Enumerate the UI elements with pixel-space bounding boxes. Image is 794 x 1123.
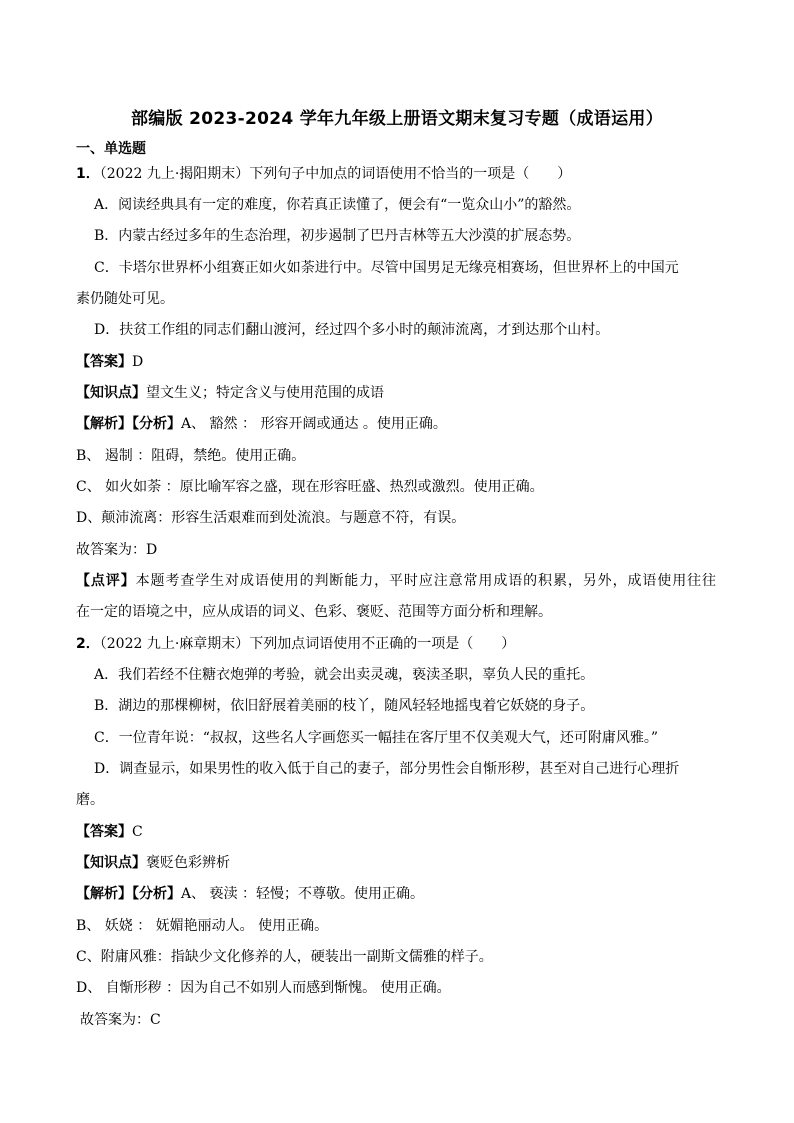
option-c: C．卡塔尔世界杯小组赛正如火如荼进行中。尽管中国男足无缘亮相赛场，但世界杯上的中国元 [94, 260, 679, 276]
knowledge-point-tag: 【知识点】 [76, 385, 146, 401]
option-c: C．一位青年说：“叔叔，这些名人字画您买一幅挂在客厅里不仅美观大气，还可附庸风雅。” [94, 730, 659, 746]
answer-line [76, 352, 726, 372]
section-heading: 一、单选题 [76, 141, 146, 157]
option-c-continued: 素仍随处可见。 [76, 291, 174, 307]
comment-text: 本题考查学生对成语使用的判断能力，平时应注意常用成语的积累，另外，成语使用往往 [135, 573, 717, 589]
answer-value: D [132, 354, 144, 370]
analysis-b: B、 遏制 ：阻碍，禁绝。使用正确。 [76, 448, 306, 464]
analysis-b: B、 妖娆 ： 妩媚艳丽动人。 使用正确。 [76, 918, 329, 934]
page-title: 部编版 2023-2024 学年九年级上册语文期末复习专题（成语运用） [130, 109, 664, 129]
knowledge-point-text: 望文生义；特定含义与使用范围的成语 [146, 385, 384, 401]
knowledge-point-line [76, 853, 726, 873]
analysis-text: A、 亵渎 ：轻慢；不尊敬。使用正确。 [181, 886, 425, 902]
question-text: （2022 九上·揭阳期末）下列句子中加点的词语使用不恰当的一项是（ ） [99, 166, 572, 182]
comment-tag: 【点评】 [76, 573, 136, 589]
knowledge-point-tag: 【知识点】 [76, 855, 146, 871]
answer-tag: 【答案】 [76, 354, 132, 370]
analysis-tag: 【解析】【分析】 [76, 416, 181, 432]
answer-tag: 【答案】 [76, 824, 132, 840]
analysis-d: D、 自惭形秽 ：因为自己不如别人而感到惭愧。 使用正确。 [76, 980, 451, 996]
answer-line [76, 822, 726, 842]
analysis-d: D、颠沛流离：形容生活艰难而到处流浪。与题意不符，有误。 [76, 510, 466, 526]
analysis-line [76, 884, 726, 904]
option-d-continued: 磨。 [76, 792, 104, 808]
comment-line [76, 571, 716, 591]
option-a: A．阅读经典具有一定的难度，你若真正读懂了，便会有“一览众山小”的豁然。 [94, 197, 581, 213]
knowledge-point-line [76, 383, 726, 403]
question-text: （2022 九上·麻章期末）下列加点词语使用不正确的一项是（ ） [99, 636, 516, 652]
question-1-stem [76, 164, 726, 184]
analysis-c: C、 如火如荼 ：原比喻军容之盛，现在形容旺盛、热烈或激烈。使用正确。 [76, 479, 544, 495]
answer-value: C [132, 824, 143, 840]
option-b: B．内蒙古经过多年的生态治理，初步遏制了巴丹吉林等五大沙漠的扩展态势。 [94, 228, 581, 244]
question-number: 1． [76, 166, 100, 182]
analysis-tag: 【解析】【分析】 [76, 886, 181, 902]
conclusion: 故答案为：D [76, 542, 158, 558]
question-2-stem [76, 634, 726, 654]
analysis-text: A、 豁然 ： 形容开阔或通达 。使用正确。 [181, 416, 447, 432]
option-b: B．湖边的那棵柳树，依旧舒展着美丽的枝丫，随风轻轻地摇曳着它妖娆的身子。 [94, 698, 595, 714]
option-d: D．调查显示，如果男性的收入低于自己的妻子，部分男性会自惭形秽，甚至对自己进行心理折 [94, 761, 680, 777]
conclusion: 故答案为：C [80, 1012, 161, 1028]
option-d: D．扶贫工作组的同志们翻山渡河，经过四个多小时的颠沛流离，才到达那个山村。 [94, 322, 610, 338]
question-number: 2． [76, 636, 100, 652]
analysis-line [76, 414, 726, 434]
knowledge-point-text: 褒贬色彩辨析 [146, 855, 230, 871]
analysis-c: C、附庸风雅：指缺少文化修养的人，硬装出一副斯文儒雅的样子。 [76, 949, 493, 965]
option-a: A．我们若经不住糖衣炮弹的考验，就会出卖灵魂，亵渎圣职，辜负人民的重托。 [94, 667, 595, 683]
comment-continued: 在一定的语境之中，应从成语的词义、色彩、褒贬、范围等方面分析和理解。 [76, 604, 552, 620]
